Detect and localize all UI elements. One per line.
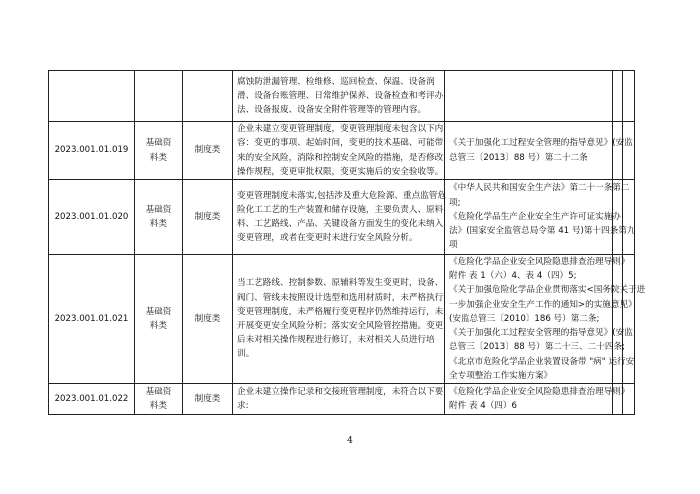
table-row <box>49 122 635 180</box>
item-category <box>135 71 183 122</box>
item-basis <box>445 122 633 180</box>
basis-line: 《中华人民共和国安全生产法》第二十一条第二 <box>449 183 630 194</box>
blank-cell <box>623 122 635 180</box>
item-code: 2023.001.01.022 <box>49 384 135 415</box>
item-type: 制度类 <box>183 122 233 180</box>
description-line: 企业未建立操作记录和交接班管理制度，未符合以下要 <box>237 386 444 397</box>
item-description <box>233 384 445 415</box>
blank-cell <box>613 122 623 180</box>
description-line: 料、工艺路线、产品、关键设备方面发生的变化未纳入 <box>237 219 444 229</box>
item-type <box>183 71 233 122</box>
description-line: 变更管理，或者在变更时未进行安全风险分析。 <box>237 233 418 244</box>
blank-cell <box>613 71 623 122</box>
description-line: 当工艺路线、控制参数、原辅料等发生变更时，设备、 <box>237 278 444 289</box>
category-line: 基础资 <box>145 306 172 317</box>
description-line: 来的安全风险，消除和控制安全风险的措施，是否修改 <box>237 152 444 163</box>
basis-line: (安监总管三〔2010〕186 号）第二条; <box>449 313 600 324</box>
item-description <box>233 180 445 255</box>
item-type: 制度类 <box>183 180 233 255</box>
basis-line: 《关于加强危险化学品企业贯彻落实<国务院关于进 <box>449 285 646 296</box>
basis-line: 法》(国家安全监管总局令第 41 号)第十四条第九 <box>449 226 636 237</box>
item-type: 制度类 <box>183 255 233 384</box>
category-line: 料类 <box>149 401 168 411</box>
item-type: 制度类 <box>183 384 233 415</box>
item-category <box>135 122 183 180</box>
table-row <box>49 255 635 384</box>
description-line: 操作规程，变更审批权限，变更实施后的安全验收等。 <box>237 166 444 177</box>
item-code: 2023.001.01.019 <box>49 122 135 180</box>
basis-line: 《北京市危险化学品企业装置设备带 "病" 运行安 <box>449 356 635 367</box>
basis-line: 《关于加强化工过程安全管理的指导意见》(安监 <box>449 328 633 339</box>
description-line: 训。 <box>237 349 255 360</box>
description-line: 法、设备报废、设备安全附件管理等的管理内容。 <box>237 105 427 116</box>
basis-line: 总管三〔2013〕88 号）第二十二条 <box>449 152 588 163</box>
description-line: 企业未建立变更管理制度，变更管理制度未包含以下内 <box>237 124 444 135</box>
category-line: 料类 <box>149 219 168 229</box>
item-category <box>135 180 183 255</box>
item-description <box>233 122 445 180</box>
item-category <box>135 384 183 415</box>
item-basis <box>445 71 613 122</box>
basis-line: 《危险化学品企业安全风险隐患排查治理导则》 <box>449 257 630 268</box>
basis-line: 总管三〔2013〕88 号）第二十三、二十四条; <box>449 342 625 353</box>
basis-line: 《危险化学品企业安全风险隐患排查治理导则》 <box>449 386 630 397</box>
item-category <box>135 255 183 384</box>
basis-line: 附件 表 1（六）4、表 4（四）5; <box>449 271 577 282</box>
basis-line: 项; <box>449 197 461 208</box>
description-line: 开展变更安全风险分析；落实安全风险管控措施。变更 <box>237 321 444 331</box>
description-line: 求: <box>237 401 249 411</box>
table-row <box>49 180 635 255</box>
description-line: 变更管理制度未落实,包括涉及重大危险源、重点监管危 <box>237 190 446 201</box>
page-number: 4 <box>347 436 353 446</box>
item-basis <box>445 180 636 255</box>
item-code: 2023.001.01.020 <box>49 180 135 255</box>
category-line: 基础资 <box>145 138 172 149</box>
inspection-table <box>48 70 646 415</box>
item-description <box>233 71 445 122</box>
blank-cell <box>623 71 635 122</box>
category-line: 料类 <box>149 321 168 331</box>
description-line: 变更管理制度，未严格履行变更程序仍然维持运行，未 <box>237 306 444 317</box>
basis-line: 项 <box>449 240 458 251</box>
description-line: 容：变更的事项、起始时间，变更的技术基础、可能带 <box>237 138 444 149</box>
basis-line: 《关于加强化工过程安全管理的指导意见》(安监 <box>449 138 633 149</box>
table-row <box>49 384 635 415</box>
item-description <box>233 255 445 384</box>
item-code: 2023.001.01.021 <box>49 255 135 384</box>
category-line: 料类 <box>149 152 168 163</box>
category-line: 基础资 <box>145 204 172 215</box>
description-line: 腐蚀防泄漏管理、检维修、巡回检查、保温、设备润 <box>237 76 435 87</box>
category-line: 基础资 <box>145 386 172 397</box>
description-line: 阀门、管线未按照设计选型和选用材质时，未严格执行 <box>237 292 444 303</box>
basis-line: 附件 表 4（四）6 <box>449 401 517 411</box>
description-line: 滑、设备台账管理、日常维护保养、设备检查和考评办 <box>237 90 444 101</box>
item-basis <box>445 384 630 415</box>
description-line: 后未对相关操作规程进行修订，未对相关人员进行培 <box>237 335 435 346</box>
basis-line: 《危险化学品生产企业安全生产许可证实施办 <box>449 211 621 222</box>
item-basis <box>445 255 646 384</box>
table-row <box>49 71 635 122</box>
item-code <box>49 71 135 122</box>
basis-line: 一步加强企业安全生产工作的通知>的实施意见》 <box>449 299 637 310</box>
description-line: 险化工工艺的生产装置和储存设施，主要负责人、原料 <box>237 204 444 215</box>
basis-line: 全专项整治工作实施方案》 <box>449 370 553 381</box>
